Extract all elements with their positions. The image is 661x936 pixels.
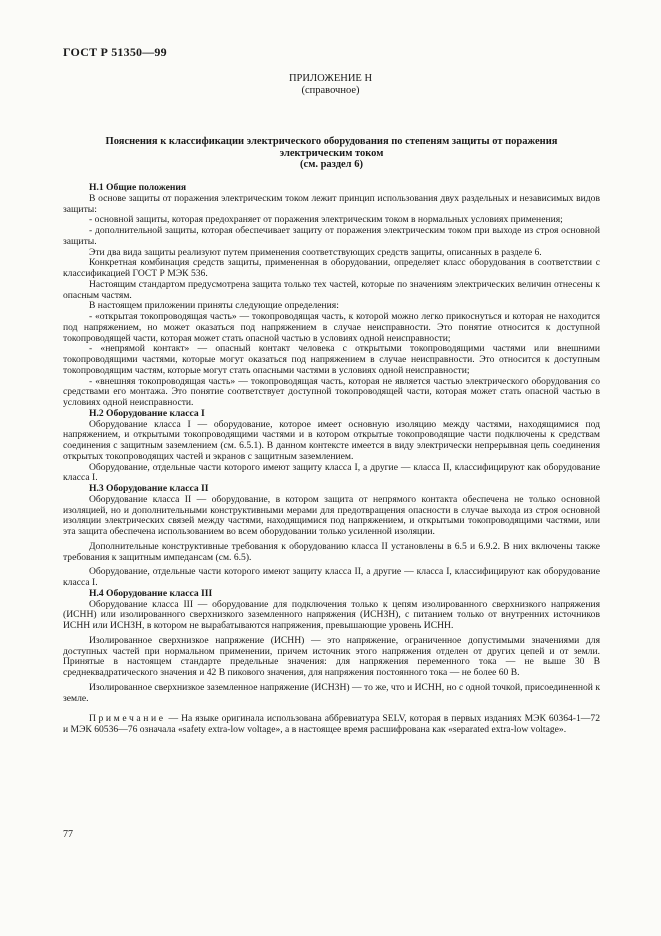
note-lead: Примечание xyxy=(89,713,166,725)
paragraph-list xyxy=(63,183,600,704)
section-title-line2: электрическим током xyxy=(279,147,384,159)
body-paragraph: Дополнительные конструктивные требования к оборудованию класса II установлены в 6.5 и 6.9.2. В них включены также требования к защитным импедансам (см. 6.5). xyxy=(63,540,600,563)
appendix-title: ПРИЛОЖЕНИЕ Н xyxy=(288,73,373,84)
page-number: 77 xyxy=(63,829,73,840)
body-paragraph: - дополнительной защиты, которая обеспечивает защиту от поражения электрическим током при выходе из строя основной защиты. xyxy=(63,225,600,247)
note-paragraph xyxy=(63,714,600,736)
body-paragraph: В основе защиты от поражения электрическим током лежит принцип использования двух раздельных и независимых видов защиты: xyxy=(63,192,600,215)
body-paragraph: Изолированное сверхнизкое напряжение (ИСНН) — это напряжение, ограниченное допустимыми значениями для доступных частей при нормальном применении, причем источник этого напряжения отделен от других цепей и от земли. Принятые в настоящем стандарте предельные значения: для напряжения переменного тока — не выше 30 В среднеквадратического значения и 42 В пикового значения, для напряжения постоянного тока — не более 60 В. xyxy=(63,634,600,678)
body-paragraph: - основной защиты, которая предохраняет от поражения электрическим током в нормальных условиях применения; xyxy=(89,214,563,226)
body-paragraph: Оборудование класса II — оборудование, в котором защита от непрямого контакта обеспечена не только основной изоляцией, но и дополнительными конструктивными мерами для предотвращения опасности в случае выхода из строя основной изоляции электрических связей между частями, находящимися под напряжением, и открытыми токопроводящими частями, или эта защита обеспечена использованием во всем оборудовании только усиленной изоляции. xyxy=(63,493,600,537)
section-heading: Н.1 Общие положения xyxy=(89,182,187,193)
body-paragraph: Конкретная комбинация средств защиты, примененная в оборудовании, определяет класс оборудования в соответствии с классификацией ГОСТ Р МЭК 536. xyxy=(63,257,600,279)
body-paragraph: Эти два вида защиты реализуют путем применения соответствующих средств защиты, описанных в разделе 6. xyxy=(89,246,542,258)
body-paragraph: Настоящим стандартом предусмотрена защита только тех частей, которые по значениям электрических величин отнесены к опасным частям. xyxy=(63,278,600,301)
document-body xyxy=(63,183,600,736)
body-paragraph: Оборудование, отдельные части которого имеют защиту класса II, а другие — класса I, классифицируют как оборудование класса I. xyxy=(63,566,600,588)
body-paragraph: - «внешняя токопроводящая часть» — токопроводящая часть, которая не является частью электрического оборудования со средствами его монтажа. Это понятие соответствует доступной токопроводящей части, которая может стать опасной частью в условиях одной неисправности. xyxy=(63,375,600,408)
body-paragraph: - «открытая токопроводящая часть» — токопроводящая часть, к которой можно легко прикоснуться и которая не находится под напряжением, но может оказаться под напряжением в случае неисправности. Это понятие относится к доступной токопроводящей части, которая может стать опасной частью в условиях одной неисправности; xyxy=(63,311,600,344)
section-title xyxy=(63,136,600,171)
body-paragraph: - «непрямой контакт» — опасный контакт человека с открытыми токопроводящими частями или внешними токопроводящими частями, которые могут оказаться под напряжением в случае неисправности. Это относится к доступным токопроводящим частям, которые могут стать опасными частями в условиях одной неисправности; xyxy=(63,343,600,376)
section-heading: Н.4 Оборудование класса III xyxy=(89,587,213,599)
appendix-heading xyxy=(0,73,661,97)
section-heading: Н.3 Оборудование класса II xyxy=(89,483,209,494)
section-heading: Н.2 Оборудование класса I xyxy=(89,407,205,419)
document-code: ГОСТ Р 51350—99 xyxy=(63,45,167,59)
body-paragraph: Оборудование, отдельные части которого имеют защиту класса I, а другие — класса II, классифицируют как оборудование класса I. xyxy=(63,461,600,484)
appendix-subtitle: (справочное) xyxy=(301,85,360,96)
section-title-line3: (см. раздел 6) xyxy=(300,159,363,171)
body-paragraph: Изолированное сверхнизкое заземленное напряжение (ИСНЗН) — то же, что и ИСНН, но с одной точкой, присоединенной к земле. xyxy=(63,681,600,704)
body-paragraph: Оборудование класса I — оборудование, которое имеет основную изоляцию между частями, находящимися под напряжением, и открытыми токопроводящими частями и в котором открытые токопроводящие части подключены к средствам соединения с защитным заземлением (см. 6.5.1). В данном контексте имеется в виду электрически непрерывная цепь соединения открытых токопроводящих частей и экранов с защитным заземлением. xyxy=(63,418,600,462)
body-paragraph: В настоящем приложении приняты следующие определения: xyxy=(89,300,339,312)
section-title-line1: Пояснения к классификации электрического оборудования по степеням защиты от поражения xyxy=(105,136,558,147)
note-text: — На языке оригинала использована аббревиатура SELV, которая в первых изданиях МЭК 60364-1—72 и МЭК 60536—76 означала «safety extra-low voltage», а в настоящее время расшифрована как «separated extra-low voltage». xyxy=(63,713,600,735)
body-paragraph: Оборудование класса III — оборудование для подключения только к цепям изолированного сверхнизкого напряжения (ИСНН) или изолированного сверхнизкого заземленного напряжения (ИСНЗН), с питанием только от внутренних источников ИСНН или ИСНЗН, в котором не вырабатываются напряжения, превышающие уровень ИСНН. xyxy=(63,598,600,631)
